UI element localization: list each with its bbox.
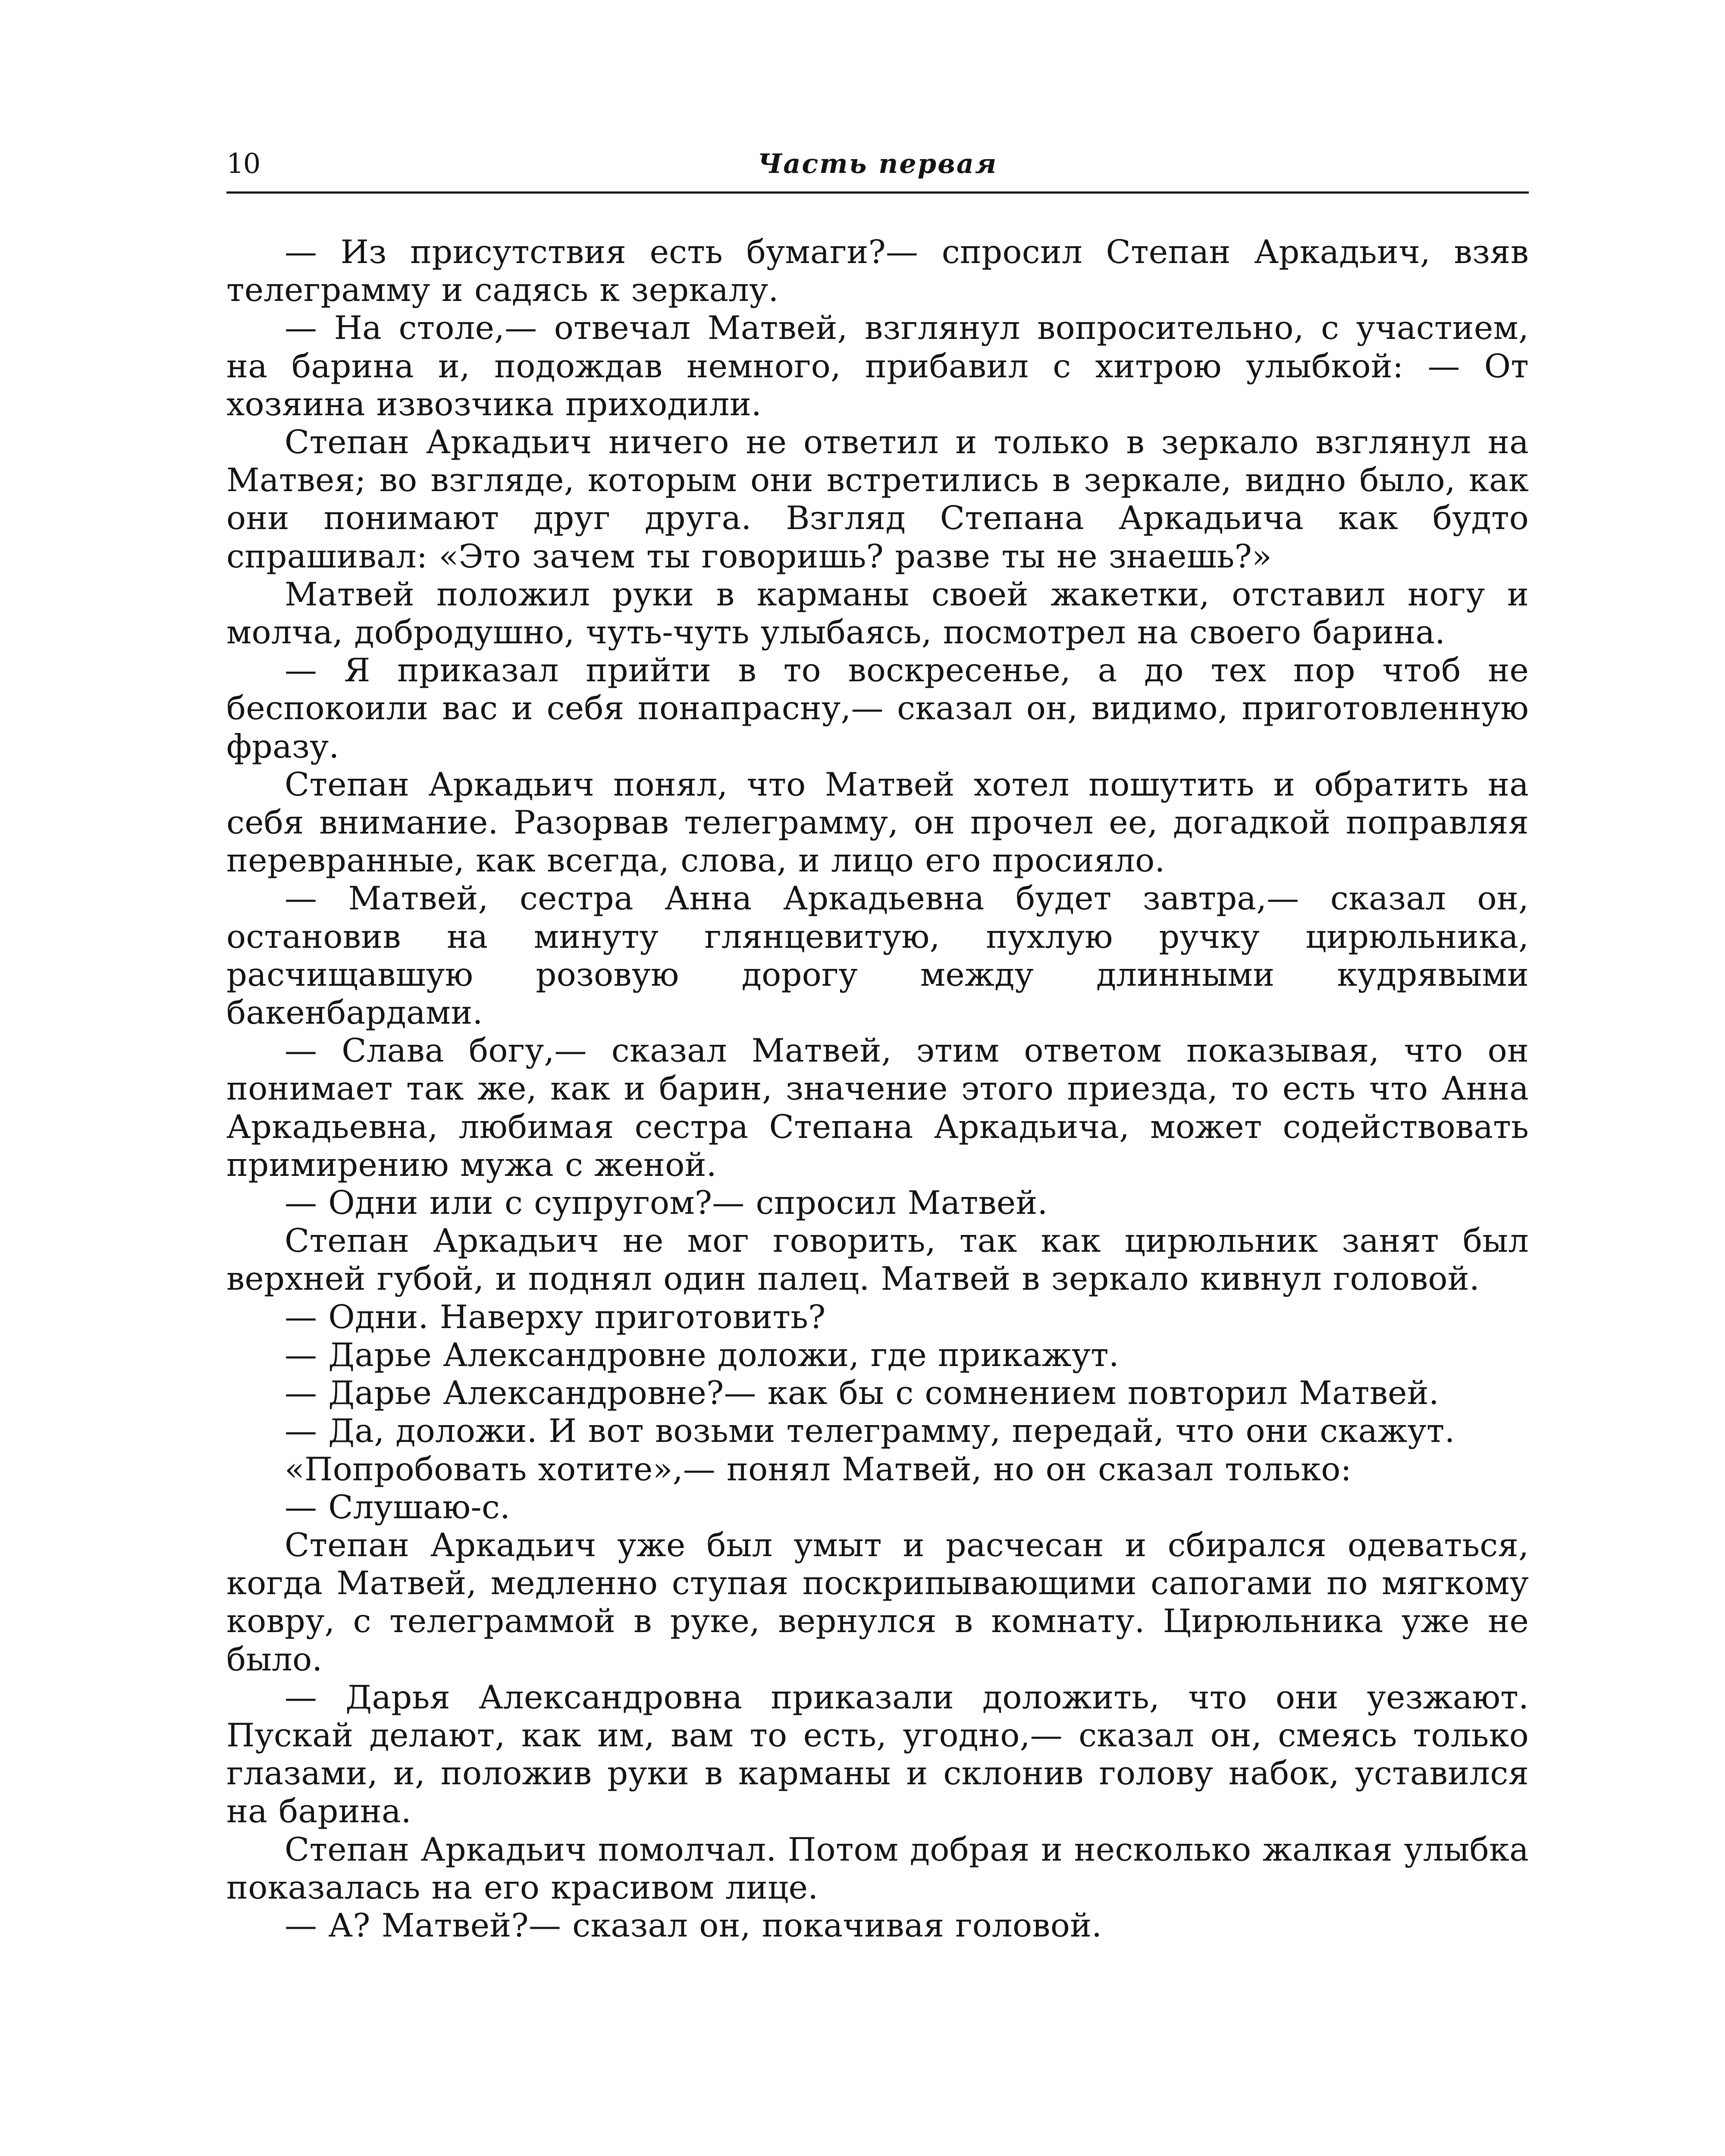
paragraph: Степан Аркадьич понял, что Матвей хотел пошутить и обратить на себя внимание. Разорвав телеграмму, он прочел ее, догадкой поправляя перевранные, как всегда, слова, и лицо его просияло. — [226, 765, 1529, 880]
paragraph: Степан Аркадьич уже был умыт и расчесан и сбирался одеваться, когда Матвей, медленно ступая поскрипывающими сапогами по мягкому ковру, с телеграммой в руке, вернулся в комнату. Цирюльника уже не было. — [226, 1526, 1529, 1678]
page-header — [226, 138, 1529, 190]
paragraph: «Попробовать хотите»,— понял Матвей, но он сказал только: — [285, 1450, 1352, 1488]
paragraph: Степан Аркадьич ничего не ответил и только в зеркало взглянул на Матвея; во взгляде, которым они встретились в зеркале, видно было, как они понимают друг друга. Взгляд Степана Аркадьича как будто спрашивал: «Это зачем ты говоришь? разве ты не знаешь?» — [226, 423, 1529, 575]
paragraph: — Матвей, сестра Анна Аркадьевна будет завтра,— сказал он, остановив на минуту глянцевитую, пухлую ручку цирюльника, расчищавшую розовую дорогу между длинными кудрявыми бакенбардами. — [226, 879, 1529, 1032]
body-text — [226, 233, 1529, 1944]
paragraph: — На столе,— отвечал Матвей, взглянул вопросительно, с участием, на барина и, подождав немного, прибавил с хитрою улыбкой: — От хозяина извозчика приходили. — [226, 309, 1529, 423]
paragraph: Степан Аркадьич не мог говорить, так как цирюльник занят был верхней губой, и поднял один палец. Матвей в зеркало кивнул головой. — [226, 1222, 1529, 1298]
paragraph: Матвей положил руки в карманы своей жакетки, отставил ногу и молча, добродушно, чуть-чуть улыбаясь, посмотрел на своего барина. — [226, 575, 1529, 652]
paragraph: — Дарье Александровне доложи, где прикажут. — [285, 1335, 1119, 1374]
paragraph: Степан Аркадьич помолчал. Потом добрая и несколько жалкая улыбка показалась на его красивом лице. — [226, 1830, 1529, 1906]
paragraph: — Одни. Наверху приготовить? — [285, 1297, 826, 1336]
paragraph: — Да, доложи. И вот возьми телеграмму, передай, что они скажут. — [285, 1412, 1455, 1450]
paragraph: — А? Матвей?— сказал он, покачивая головой. — [285, 1906, 1102, 1944]
running-title: Часть первая — [757, 148, 998, 179]
paragraph: — Я приказал прийти в то воскресенье, а до тех пор чтоб не беспокоили вас и себя понапрасну,— сказал он, видимо, приготовленную фразу. — [226, 651, 1529, 765]
paragraph: — Слушаю-с. — [285, 1488, 511, 1526]
page-number: 10 — [226, 148, 260, 180]
paragraph: — Из присутствия есть бумаги?— спросил Степан Аркадьич, взяв телеграмму и садясь к зеркалу. — [226, 233, 1529, 309]
paragraph: — Дарья Александровна приказали доложить, что они уезжают. Пускай делают, как им, вам то есть, угодно,— сказал он, смеясь только глазами, и, положив руки в карманы и склонив голову набок, уставился на барина. — [226, 1678, 1529, 1830]
paragraph: — Одни или с супругом?— спросил Матвей. — [285, 1184, 1048, 1222]
paragraph: — Дарье Александровне?— как бы с сомнением повторил Матвей. — [285, 1374, 1439, 1412]
header-rule — [226, 191, 1529, 194]
paragraph: — Слава богу,— сказал Матвей, этим ответом показывая, что он понимает так же, как и барин, значение этого приезда, то есть что Анна Аркадьевна, любимая сестра Степана Аркадьича, может содействовать примирению мужа с женой. — [226, 1031, 1529, 1184]
